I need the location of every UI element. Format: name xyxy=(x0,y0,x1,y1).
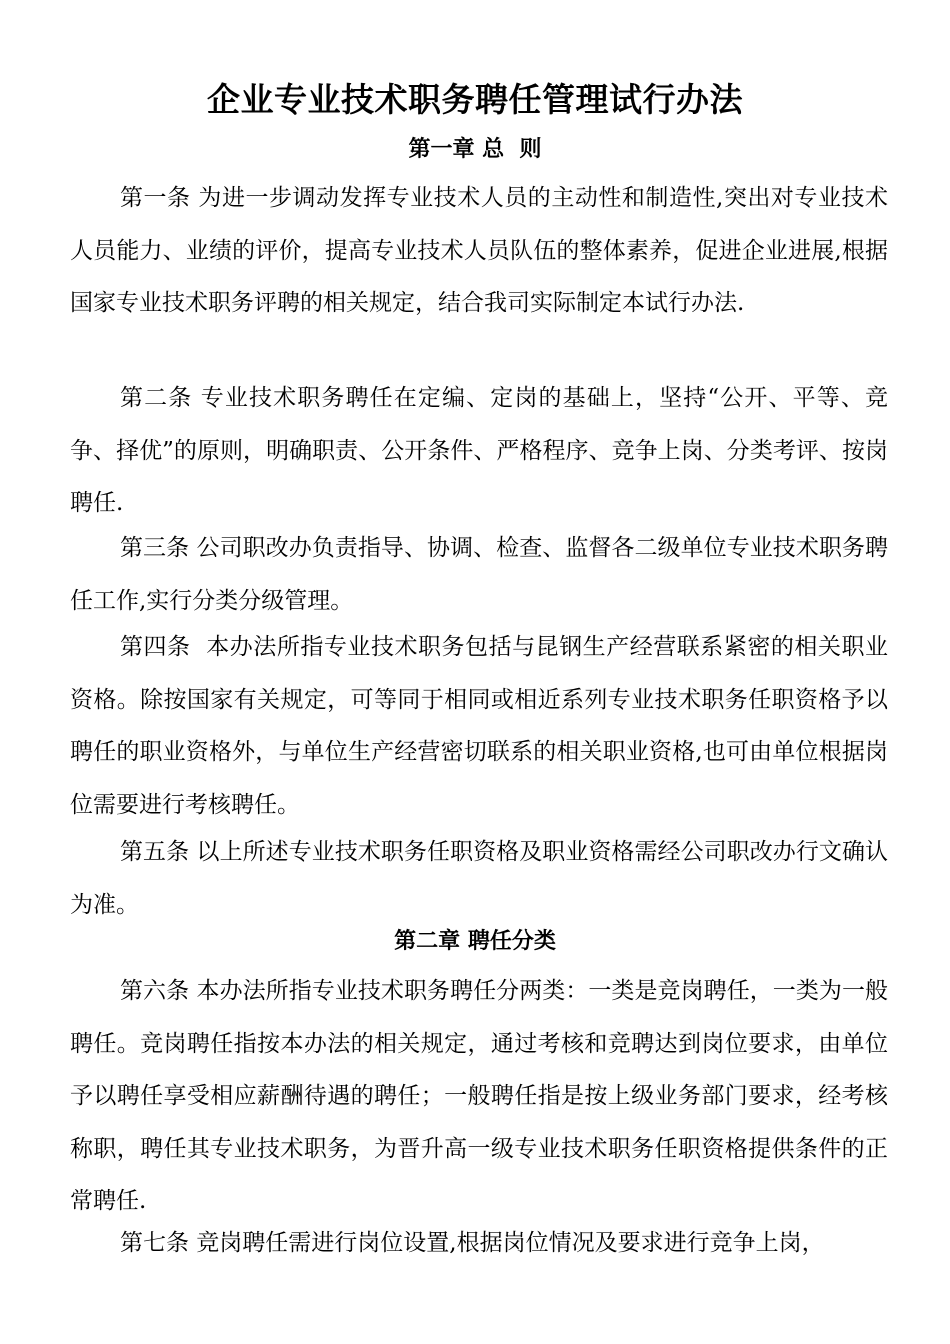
article-6: 第六条 本办法所指专业技术职务聘任分两类：一类是竞岗聘任，一类为一般聘任。竞岗聘任指按本办法的相关规定，通过考核和竞聘达到岗位要求，由单位予以聘任享受相应薪酬待遇的聘任；一般聘任指是按上级业务部门要求，经考核称职，聘任其专业技术职务，为晋升高一级专业技术职务任职资格提供条件的正常聘任. xyxy=(70,978,888,1214)
article-3: 第三条 公司职改办负责指导、协调、检查、监督各二级单位专业技术职务聘任工作,实行分类分级管理。 xyxy=(70,535,888,614)
article-1: 第一条 为进一步调动发挥专业技术人员的主动性和制造性,突出对专业技术人员能力、业绩的评价，提高专业技术人员队伍的整体素养，促进企业进展,根据国家专业技术职务评聘的相关规定，结合我司实际制定本试行办法. xyxy=(70,185,888,316)
chapter-1-heading: 第一章 总 则 xyxy=(408,137,542,162)
article-4: 第四条 本办法所指专业技术职务包括与昆钢生产经营联系紧密的相关职业资格。除按国家有关规定，可等同于相同或相近系列专业技术职务任职资格予以聘任的职业资格外，与单位生产经营密切联系的相关职业资格,也可由单位根据岗位需要进行考核聘任。 xyxy=(70,634,888,818)
document-title: 企业专业技术职务聘任管理试行办法 xyxy=(207,80,743,119)
chapter-2-heading: 第二章 聘任分类 xyxy=(394,929,556,954)
article-7: 第七条 竞岗聘任需进行岗位设置,根据岗位情况及要求进行竞争上岗， xyxy=(120,1230,825,1256)
article-5: 第五条 以上所述专业技术职务任职资格及职业资格需经公司职改办行文确认为准。 xyxy=(70,839,888,918)
article-2: 第二条 专业技术职务聘任在定编、定岗的基础上，坚持“公开、平等、竞争、择优”的原则，明确职责、公开条件、严格程序、竞争上岗、分类考评、按岗聘任. xyxy=(70,385,888,516)
